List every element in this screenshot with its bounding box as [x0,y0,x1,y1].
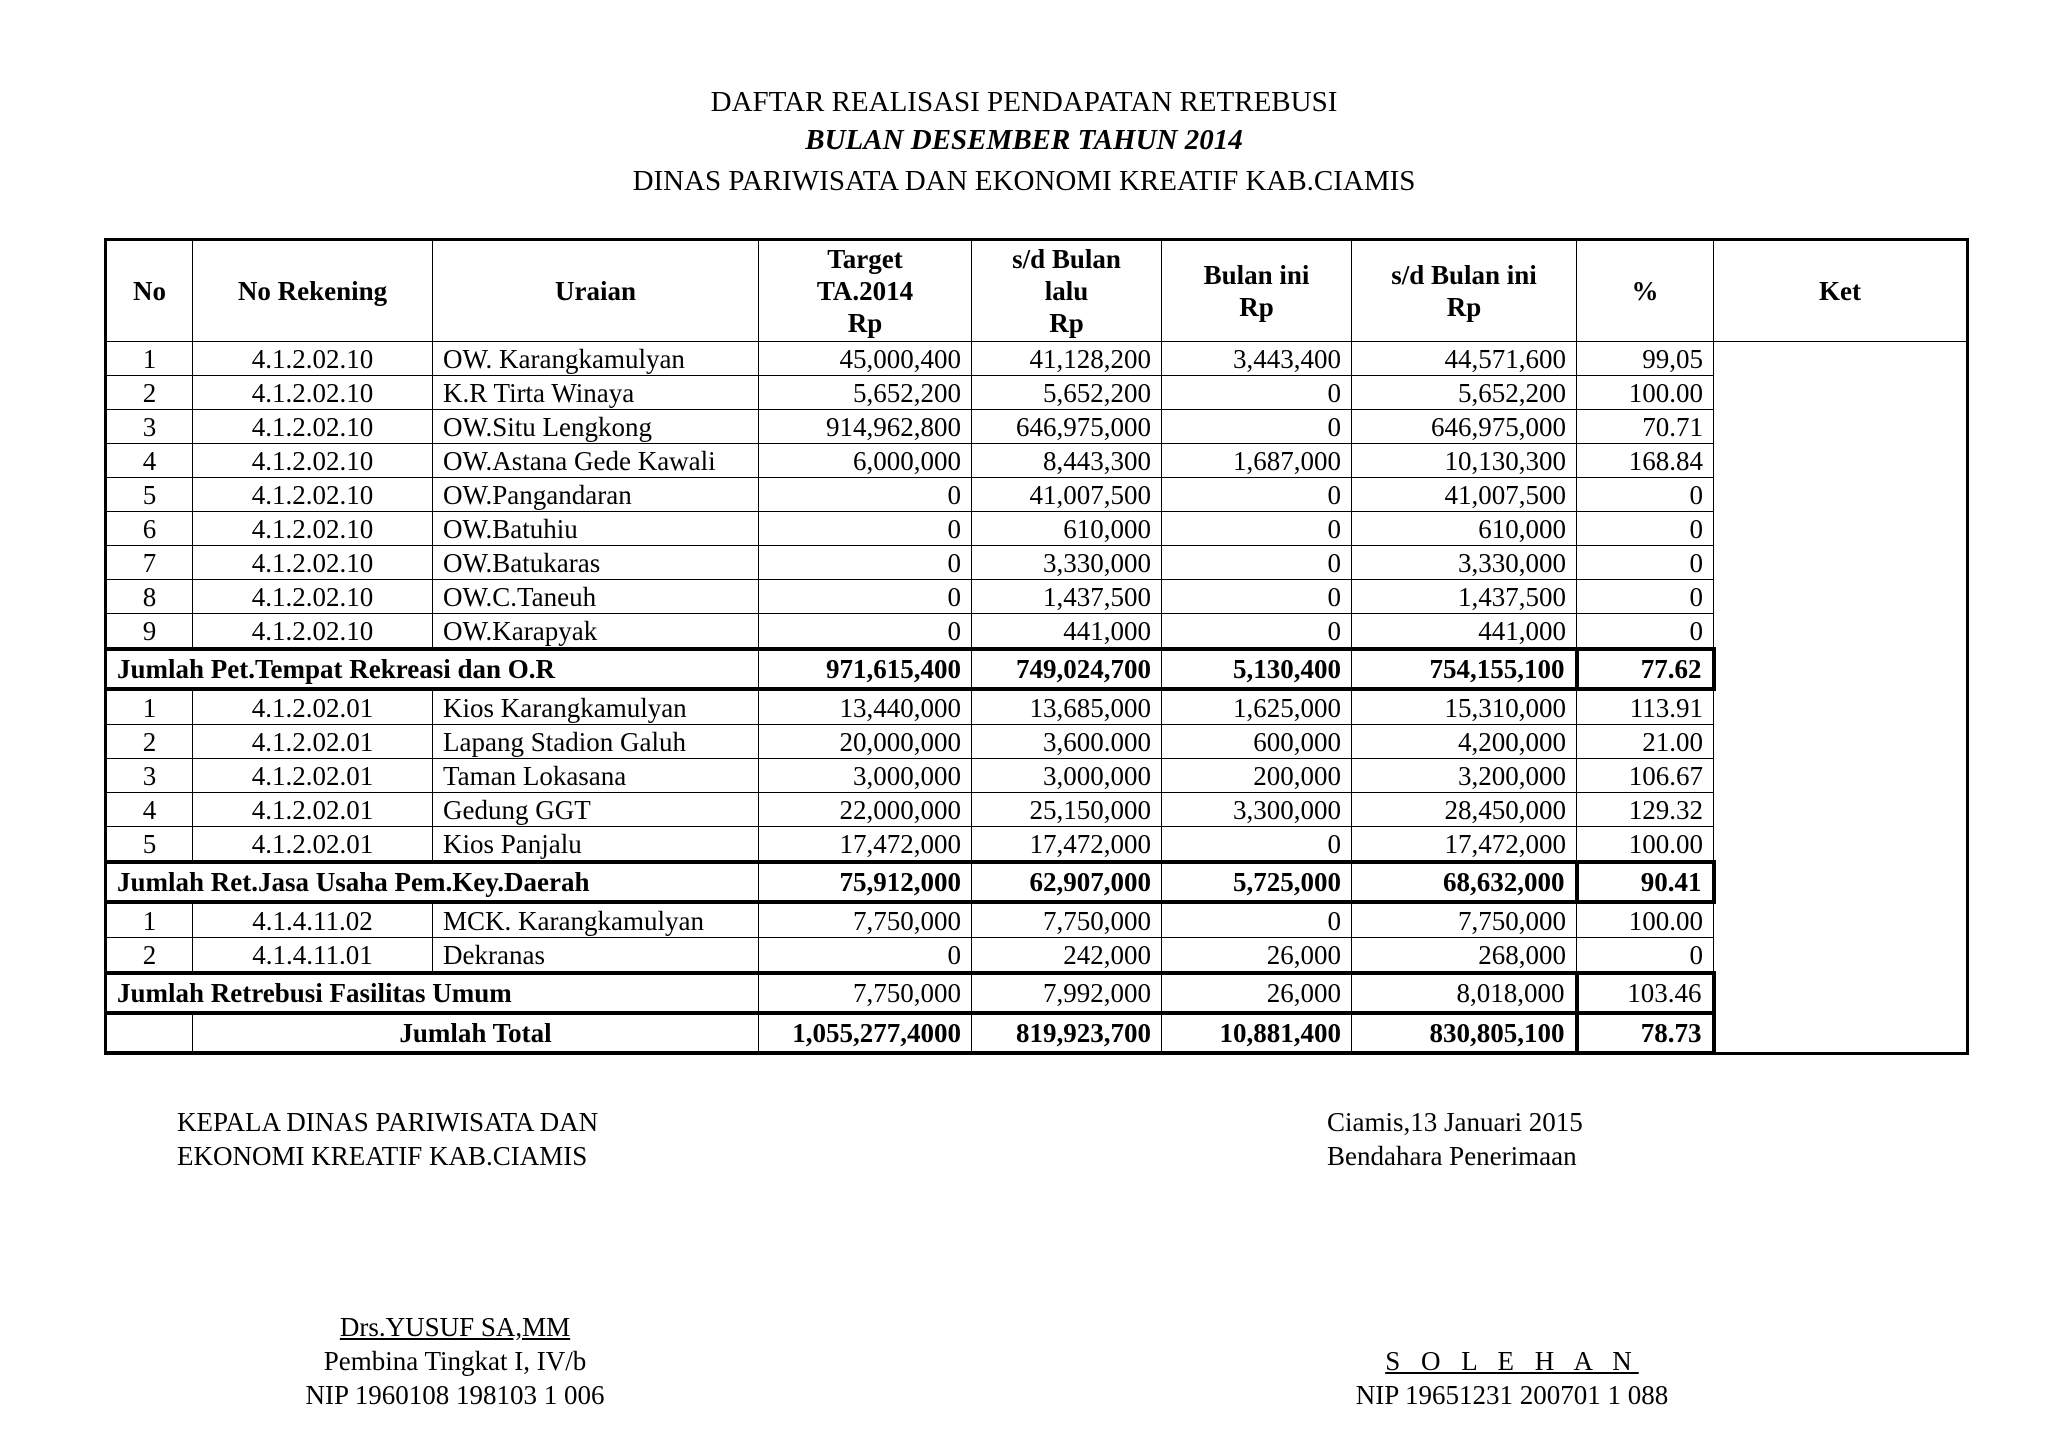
table-row [106,614,1968,650]
row-target: 1,055,277,4000 [759,1013,972,1053]
row-bulan-ini: 600,000 [1162,725,1352,759]
row-percent: 0 [1577,938,1714,974]
table-body [106,342,1968,1054]
row-bulan-ini: 0 [1162,614,1352,650]
col-sd-bulan-ini-header [1352,240,1577,342]
row-sd-bulan-ini: 28,450,000 [1352,793,1577,827]
row-uraian: OW.Situ Lengkong [433,410,759,444]
col-percent-header: % [1577,240,1714,342]
row-sd-bulan-ini: 8,018,000 [1352,973,1577,1013]
col-sd-bulan-lalu-header [972,240,1162,342]
row-no: 8 [106,580,193,614]
row-rekening: 4.1.2.02.10 [193,376,433,410]
total-empty-cell [106,1013,193,1053]
row-percent: 90.41 [1577,862,1714,902]
row-sd-bulan-ini: 610,000 [1352,512,1577,546]
row-no: 2 [106,376,193,410]
table-row [106,902,1968,938]
row-uraian: OW. Karangkamulyan [433,342,759,376]
report-title: DAFTAR REALISASI PENDAPATAN RETREBUSI [710,86,1338,118]
row-rekening: 4.1.2.02.10 [193,444,433,478]
subtotal-row [106,649,1968,689]
row-sd-bulan-lalu: 41,128,200 [972,342,1162,376]
table-row [106,759,1968,793]
row-target: 0 [759,580,972,614]
col-sdini-line1: s/d Bulan ini [1391,260,1537,290]
row-bulan-ini: 3,300,000 [1162,793,1352,827]
report-period: BULAN DESEMBER TAHUN 2014 [805,124,1243,156]
row-target: 20,000,000 [759,725,972,759]
row-sd-bulan-lalu: 1,437,500 [972,580,1162,614]
row-sd-bulan-lalu: 13,685,000 [972,689,1162,725]
col-target-line2: TA.2014 [816,276,914,306]
row-no: 5 [106,478,193,512]
col-rekening-header: No Rekening [193,240,433,342]
row-percent: 0 [1577,580,1714,614]
row-uraian: OW.Karapyak [433,614,759,650]
table-row [106,546,1968,580]
table-row [106,512,1968,546]
right-place-date: Ciamis,13 Januari 2015 [1327,1107,1583,1137]
row-bulan-ini: 3,443,400 [1162,342,1352,376]
row-uraian: Kios Karangkamulyan [433,689,759,725]
row-bulan-ini: 26,000 [1162,973,1352,1013]
col-target-line3: Rp [847,308,883,338]
row-no: 4 [106,793,193,827]
row-bulan-ini: 0 [1162,376,1352,410]
col-ket-header: Ket [1714,240,1968,342]
row-target: 13,440,000 [759,689,972,725]
row-uraian: OW.Pangandaran [433,478,759,512]
row-rekening: 4.1.2.02.10 [193,512,433,546]
row-bulan-ini: 200,000 [1162,759,1352,793]
row-target: 914,962,800 [759,410,972,444]
subtotal-label: Jumlah Retrebusi Fasilitas Umum [106,973,759,1013]
right-signatory-title [1327,1105,1583,1173]
left-signatory [230,1310,680,1412]
row-target: 971,615,400 [759,649,972,689]
row-target: 6,000,000 [759,444,972,478]
row-target: 5,652,200 [759,376,972,410]
row-sd-bulan-lalu: 7,750,000 [972,902,1162,938]
col-sdlalu-line1: s/d Bulan [1012,244,1121,274]
row-bulan-ini: 0 [1162,902,1352,938]
row-rekening: 4.1.2.02.01 [193,793,433,827]
row-percent: 70.71 [1577,410,1714,444]
row-sd-bulan-ini: 646,975,000 [1352,410,1577,444]
table-row [106,827,1968,863]
row-rekening: 4.1.2.02.01 [193,689,433,725]
row-sd-bulan-lalu: 3,000,000 [972,759,1162,793]
right-name-text: S O L E H A N [1385,1346,1639,1376]
table-row [106,444,1968,478]
row-sd-bulan-ini: 41,007,500 [1352,478,1577,512]
col-sdlalu-line3: Rp [1049,308,1084,338]
left-signatory-title [177,1105,598,1173]
row-rekening: 4.1.2.02.10 [193,410,433,444]
row-uraian: OW.Batukaras [433,546,759,580]
row-bulan-ini: 5,130,400 [1162,649,1352,689]
row-sd-bulan-ini: 5,652,200 [1352,376,1577,410]
row-sd-bulan-lalu: 819,923,700 [972,1013,1162,1053]
row-target: 45,000,400 [759,342,972,376]
row-rekening: 4.1.4.11.01 [193,938,433,974]
right-signatory [1327,1344,1697,1412]
row-uraian: OW.C.Taneuh [433,580,759,614]
subtotal-label: Jumlah Pet.Tempat Rekreasi dan O.R [106,649,759,689]
row-sd-bulan-ini: 17,472,000 [1352,827,1577,863]
row-target: 75,912,000 [759,862,972,902]
row-uraian: Dekranas [433,938,759,974]
table-row [106,793,1968,827]
col-uraian-header: Uraian [433,240,759,342]
row-sd-bulan-lalu: 8,443,300 [972,444,1162,478]
row-target: 3,000,000 [759,759,972,793]
row-percent: 100.00 [1577,827,1714,863]
row-percent: 129.32 [1577,793,1714,827]
row-bulan-ini: 0 [1162,827,1352,863]
row-target: 0 [759,478,972,512]
row-bulan-ini: 26,000 [1162,938,1352,974]
row-rekening: 4.1.2.02.01 [193,827,433,863]
row-uraian: Gedung GGT [433,793,759,827]
row-sd-bulan-ini: 7,750,000 [1352,902,1577,938]
row-no: 3 [106,759,193,793]
row-sd-bulan-ini: 268,000 [1352,938,1577,974]
row-sd-bulan-lalu: 41,007,500 [972,478,1162,512]
row-bulan-ini: 5,725,000 [1162,862,1352,902]
row-no: 3 [106,410,193,444]
row-bulan-ini: 1,687,000 [1162,444,1352,478]
row-target: 0 [759,512,972,546]
row-no: 2 [106,725,193,759]
col-target-header [759,240,972,342]
row-sd-bulan-lalu: 25,150,000 [972,793,1162,827]
table-row [106,376,1968,410]
row-sd-bulan-ini: 15,310,000 [1352,689,1577,725]
row-no: 6 [106,512,193,546]
row-sd-bulan-lalu: 441,000 [972,614,1162,650]
grand-total-row [106,1013,1968,1053]
row-uraian: Lapang Stadion Galuh [433,725,759,759]
row-bulan-ini: 10,881,400 [1162,1013,1352,1053]
ket-cell [1714,342,1968,1054]
row-percent: 100.00 [1577,376,1714,410]
table-row [106,938,1968,974]
row-bulan-ini: 1,625,000 [1162,689,1352,725]
row-no: 1 [106,902,193,938]
table-row [106,410,1968,444]
row-bulan-ini: 0 [1162,512,1352,546]
row-rekening: 4.1.2.02.01 [193,725,433,759]
row-sd-bulan-ini: 44,571,600 [1352,342,1577,376]
row-sd-bulan-lalu: 610,000 [972,512,1162,546]
row-uraian: Taman Lokasana [433,759,759,793]
row-sd-bulan-lalu: 3,330,000 [972,546,1162,580]
col-target-line1: Target [827,244,903,274]
row-rekening: 4.1.2.02.10 [193,580,433,614]
row-sd-bulan-lalu: 242,000 [972,938,1162,974]
row-sd-bulan-lalu: 7,992,000 [972,973,1162,1013]
row-no: 1 [106,689,193,725]
row-no: 7 [106,546,193,580]
left-title-line2: EKONOMI KREATIF KAB.CIAMIS [177,1141,588,1171]
row-uraian: OW.Batuhiu [433,512,759,546]
row-sd-bulan-lalu: 3,600.000 [972,725,1162,759]
col-bulanini-line1: Bulan ini [1203,260,1310,290]
col-bulan-ini-header [1162,240,1352,342]
left-name-text: Drs.YUSUF SA,MM [339,1312,571,1342]
row-rekening: 4.1.2.02.10 [193,478,433,512]
row-sd-bulan-ini: 1,437,500 [1352,580,1577,614]
row-target: 17,472,000 [759,827,972,863]
col-sdini-line2: Rp [1446,292,1482,322]
table-row [106,478,1968,512]
col-bulanini-line2: Rp [1239,292,1274,322]
row-uraian: Kios Panjalu [433,827,759,863]
row-percent: 0 [1577,614,1714,650]
table-row [106,342,1968,376]
table-header-row [106,240,1968,342]
row-percent: 100.00 [1577,902,1714,938]
row-percent: 0 [1577,478,1714,512]
revenue-table [104,238,1969,1055]
row-percent: 99,05 [1577,342,1714,376]
row-percent: 77.62 [1577,649,1714,689]
row-no: 2 [106,938,193,974]
row-target: 0 [759,938,972,974]
row-target: 22,000,000 [759,793,972,827]
col-sdlalu-line2: lalu [1044,276,1089,306]
row-sd-bulan-lalu: 5,652,200 [972,376,1162,410]
left-name [230,1310,680,1344]
row-rekening: 4.1.2.02.10 [193,614,433,650]
row-sd-bulan-lalu: 646,975,000 [972,410,1162,444]
row-percent: 0 [1577,512,1714,546]
row-bulan-ini: 0 [1162,410,1352,444]
left-title-line1: KEPALA DINAS PARIWISATA DAN [177,1107,599,1137]
row-percent: 0 [1577,546,1714,580]
row-percent: 78.73 [1577,1013,1714,1053]
subtotal-row [106,973,1968,1013]
row-target: 0 [759,546,972,580]
row-no: 1 [106,342,193,376]
row-sd-bulan-lalu: 62,907,000 [972,862,1162,902]
right-title: Bendahara Penerimaan [1327,1141,1577,1171]
subtotal-label: Jumlah Ret.Jasa Usaha Pem.Key.Daerah [106,862,759,902]
row-target: 7,750,000 [759,902,972,938]
row-bulan-ini: 0 [1162,478,1352,512]
left-rank: Pembina Tingkat I, IV/b [323,1346,587,1376]
row-rekening: 4.1.2.02.10 [193,342,433,376]
row-target: 0 [759,614,972,650]
row-uraian: OW.Astana Gede Kawali [433,444,759,478]
total-label: Jumlah Total [193,1013,759,1053]
row-sd-bulan-ini: 830,805,100 [1352,1013,1577,1053]
row-target: 7,750,000 [759,973,972,1013]
row-rekening: 4.1.2.02.10 [193,546,433,580]
row-no: 5 [106,827,193,863]
row-bulan-ini: 0 [1162,546,1352,580]
right-nip: NIP 19651231 200701 1 088 [1355,1380,1669,1410]
right-name [1327,1344,1697,1378]
row-rekening: 4.1.2.02.01 [193,759,433,793]
row-no: 9 [106,614,193,650]
row-percent: 168.84 [1577,444,1714,478]
row-percent: 106.67 [1577,759,1714,793]
left-nip: NIP 1960108 198103 1 006 [305,1380,605,1410]
row-sd-bulan-ini: 3,330,000 [1352,546,1577,580]
col-no-header: No [106,240,193,342]
row-sd-bulan-ini: 3,200,000 [1352,759,1577,793]
row-sd-bulan-lalu: 17,472,000 [972,827,1162,863]
subtotal-row [106,862,1968,902]
row-uraian: MCK. Karangkamulyan [433,902,759,938]
row-percent: 113.91 [1577,689,1714,725]
row-percent: 21.00 [1577,725,1714,759]
row-sd-bulan-lalu: 749,024,700 [972,649,1162,689]
row-sd-bulan-ini: 441,000 [1352,614,1577,650]
row-sd-bulan-ini: 68,632,000 [1352,862,1577,902]
row-sd-bulan-ini: 4,200,000 [1352,725,1577,759]
table-row [106,580,1968,614]
row-no: 4 [106,444,193,478]
table-row [106,689,1968,725]
row-sd-bulan-ini: 754,155,100 [1352,649,1577,689]
row-percent: 103.46 [1577,973,1714,1013]
row-uraian: K.R Tirta Winaya [433,376,759,410]
row-sd-bulan-ini: 10,130,300 [1352,444,1577,478]
report-agency: DINAS PARIWISATA DAN EKONOMI KREATIF KAB.CIAMIS [632,165,1416,197]
table-row [106,725,1968,759]
row-rekening: 4.1.4.11.02 [193,902,433,938]
row-bulan-ini: 0 [1162,580,1352,614]
